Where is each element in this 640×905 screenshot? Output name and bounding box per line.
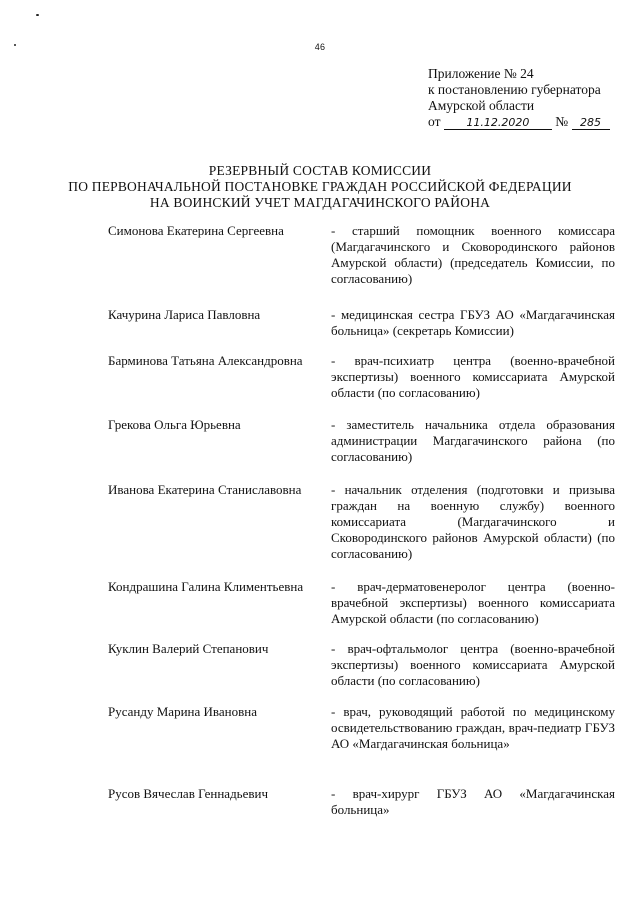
member-name: Кондрашина Галина Климентьевна [108, 579, 304, 594]
member-name: Симонова Екатерина Сергеевна [108, 223, 284, 238]
appendix-line: к постановлению губернатора [428, 82, 601, 97]
appendix-line: Приложение № 24 [428, 66, 534, 81]
title-line: ПО ПЕРВОНАЧАЛЬНОЙ ПОСТАНОВКЕ ГРАЖДАН РОССИЙСКОЙ ФЕДЕРАЦИИ [68, 179, 572, 194]
document-title [0, 163, 640, 211]
member-name: Русанду Марина Ивановна [108, 704, 257, 719]
member-name: Иванова Екатерина Станиславовна [108, 482, 302, 497]
handwritten-number: 285 [572, 116, 610, 130]
page-number: 46 [314, 42, 326, 52]
member-name: Качурина Лариса Павловна [108, 307, 261, 322]
number-label: № [555, 114, 569, 129]
member-role: - врач-хирург ГБУЗ АО «Магдагачинская больница» [331, 786, 615, 817]
member-role: - начальник отделения (подготовки и призыва граждан на военную службу) военного комиссариата (Магдагачинского и Сковородинского районов Амурской области) (по согласованию) [331, 482, 615, 561]
member-name: Барминова Татьяна Александровна [108, 353, 303, 368]
title-line: РЕЗЕРВНЫЙ СОСТАВ КОМИССИИ [208, 163, 432, 178]
title-line: НА ВОИНСКИЙ УЧЕТ МАГДАГАЧИНСКОГО РАЙОНА [149, 195, 491, 210]
from-label: от [428, 114, 441, 129]
scan-speck [36, 14, 39, 16]
handwritten-date: 11.12.2020 [444, 116, 552, 130]
member-role: - заместитель начальника отдела образования администрации Магдагачинского района (по согласованию) [331, 417, 615, 464]
member-role: - врач-психиатр центра (военно-врачебной экспертизы) военного комиссариата Амурской области (по согласованию) [331, 353, 615, 400]
member-role: - врач-офтальмолог центра (военно-врачебной экспертизы) военного комиссариата Амурской области (по согласованию) [331, 641, 615, 688]
appendix-block [428, 66, 628, 130]
member-role: - врач-дерматовенеролог центра (военно-врачебной экспертизы) военного комиссариата Амурской области (по согласованию) [331, 579, 615, 626]
member-name: Русов Вячеслав Геннадьевич [108, 786, 269, 801]
member-role: - медицинская сестра ГБУЗ АО «Магдагачинская больница» (секретарь Комиссии) [331, 307, 615, 338]
appendix-line: Амурской области [428, 98, 535, 113]
member-role: - врач, руководящий работой по медицинскому освидетельствованию граждан, врач-педиатр ГБУЗ АО «Магдагачинская больница» [331, 704, 615, 751]
appendix-date-line [428, 114, 628, 130]
member-role: - старший помощник военного комиссара (Магдагачинского и Сковородинского районов Амурской области) (председатель Комиссии, по согласованию) [331, 223, 615, 286]
member-name: Грекова Ольга Юрьевна [108, 417, 241, 432]
member-name: Куклин Валерий Степанович [108, 641, 269, 656]
